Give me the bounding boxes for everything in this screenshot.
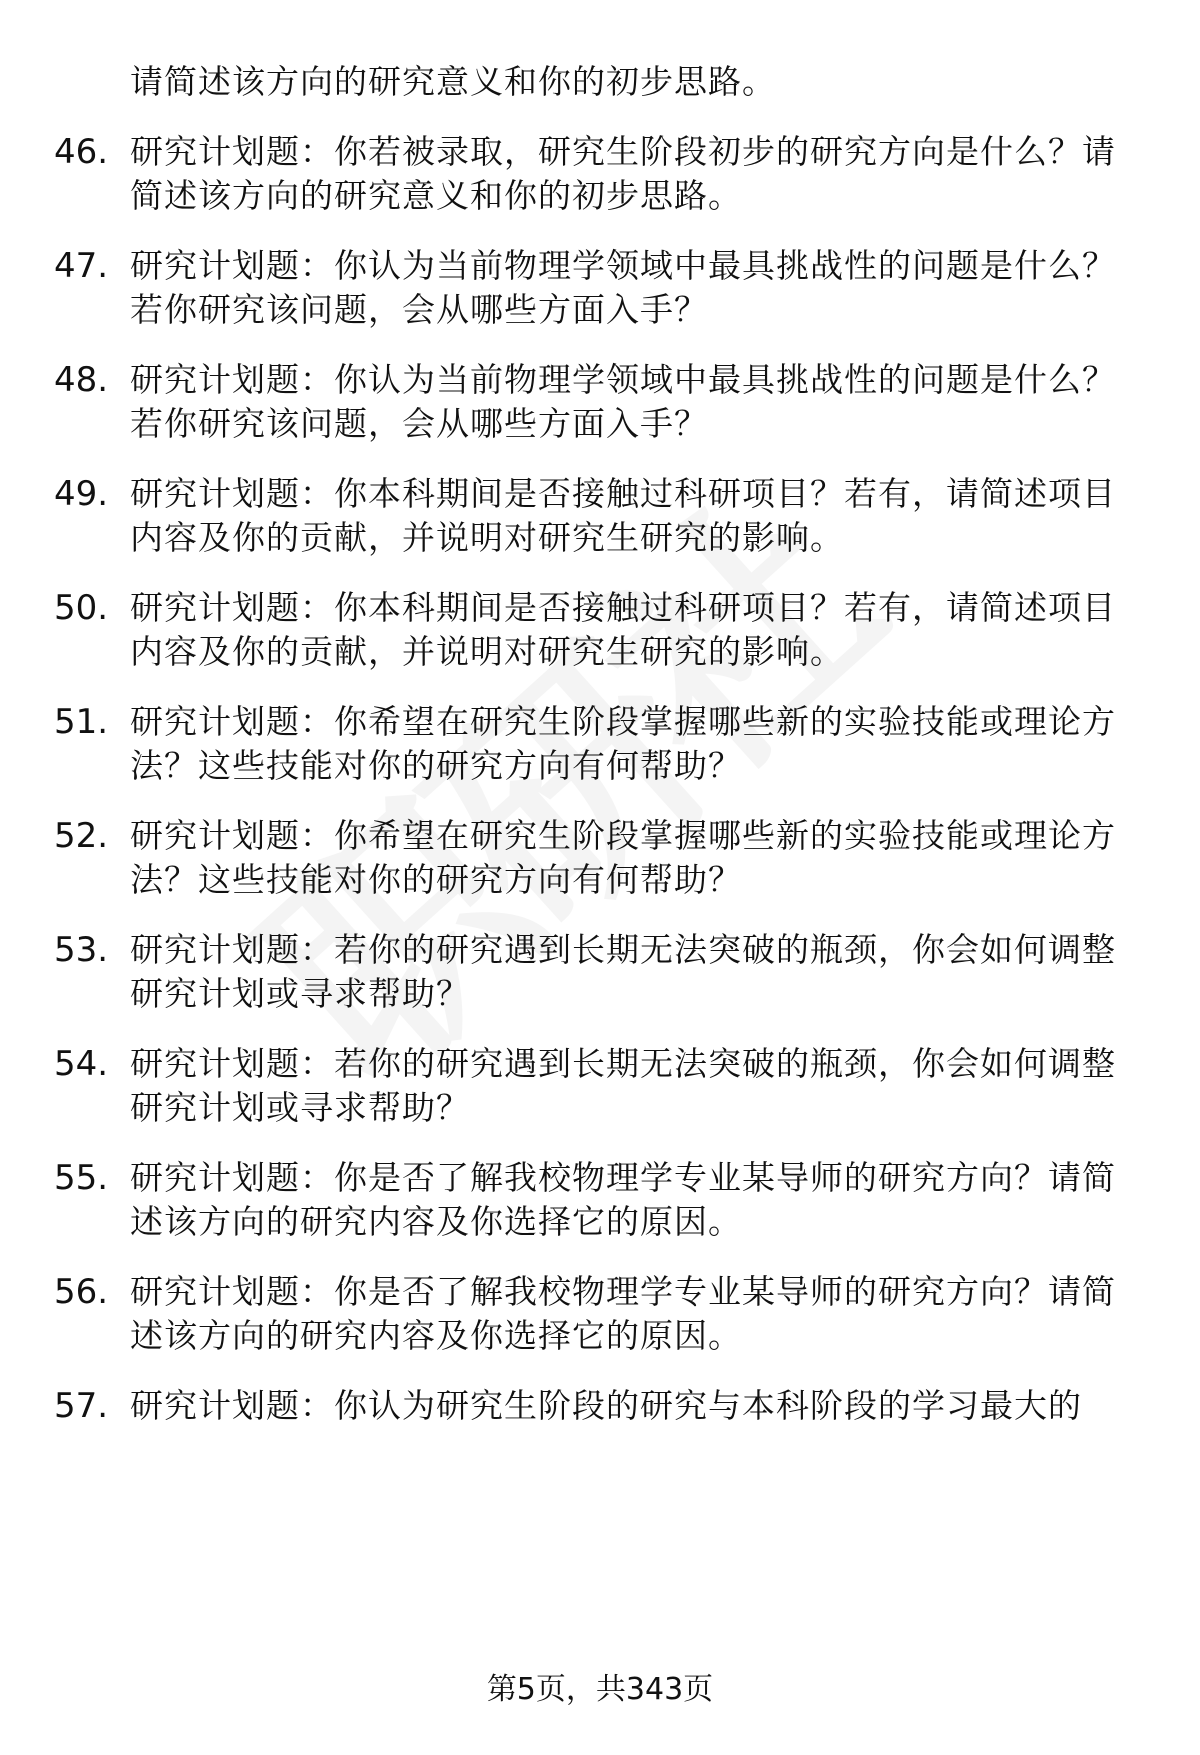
- item-text: 研究计划题：若你的研究遇到长期无法突破的瓶颈，你会如何调整研究计划或寻求帮助？: [130, 1044, 1116, 1127]
- item-text: 研究计划题：你认为当前物理学领域中最具挑战性的问题是什么？若你研究该问题，会从哪些方面入手？: [130, 246, 1116, 329]
- item-number: 46.: [54, 132, 109, 172]
- item-number: 48.: [54, 360, 109, 400]
- list-item: [0, 1042, 1200, 1130]
- list-item: [0, 1156, 1200, 1244]
- item-number: 50.: [54, 588, 109, 628]
- item-text: 研究计划题：你若被录取，研究生阶段初步的研究方向是什么？请简述该方向的研究意义和你的初步思路。: [130, 132, 1116, 215]
- item-text: 研究计划题：你本科期间是否接触过科研项目？若有，请简述项目内容及你的贡献，并说明对研究生研究的影响。: [130, 474, 1116, 557]
- item-number: 55.: [54, 1158, 109, 1198]
- item-number: 54.: [54, 1044, 109, 1084]
- continuation-text: 请简述该方向的研究意义和你的初步思路。: [130, 62, 776, 101]
- page-footer: 第5页，共343页: [486, 1672, 714, 1707]
- question-list: [0, 60, 1200, 1454]
- list-item: [0, 358, 1200, 446]
- list-item: [0, 814, 1200, 902]
- item-text: 研究计划题：你是否了解我校物理学专业某导师的研究方向？请简述该方向的研究内容及你选择它的原因。: [130, 1272, 1116, 1355]
- list-item: [0, 928, 1200, 1016]
- list-item: [0, 244, 1200, 332]
- item-text: 研究计划题：若你的研究遇到长期无法突破的瓶颈，你会如何调整研究计划或寻求帮助？: [130, 930, 1116, 1013]
- item-number: 47.: [54, 246, 109, 286]
- list-item: [0, 472, 1200, 560]
- item-number: 52.: [54, 816, 109, 856]
- item-text: 研究计划题：你认为研究生阶段的研究与本科阶段的学习最大的: [130, 1386, 1082, 1425]
- item-text: 研究计划题：你认为当前物理学领域中最具挑战性的问题是什么？若你研究该问题，会从哪些方面入手？: [130, 360, 1116, 443]
- item-text: 研究计划题：你本科期间是否接触过科研项目？若有，请简述项目内容及你的贡献，并说明对研究生研究的影响。: [130, 588, 1116, 671]
- item-number: 51.: [54, 702, 109, 742]
- item-number: 56.: [54, 1272, 109, 1312]
- list-item: [0, 1384, 1200, 1428]
- list-item: [0, 700, 1200, 788]
- list-item: [0, 130, 1200, 218]
- item-number: 53.: [54, 930, 109, 970]
- item-text: 研究计划题：你希望在研究生阶段掌握哪些新的实验技能或理论方法？这些技能对你的研究方向有何帮助？: [130, 816, 1116, 899]
- item-text: 研究计划题：你希望在研究生阶段掌握哪些新的实验技能或理论方法？这些技能对你的研究方向有何帮助？: [130, 702, 1116, 785]
- list-item: [0, 586, 1200, 674]
- continuation-line: [0, 60, 1200, 104]
- item-text: 研究计划题：你是否了解我校物理学专业某导师的研究方向？请简述该方向的研究内容及你选择它的原因。: [130, 1158, 1116, 1241]
- item-number: 57.: [54, 1386, 109, 1426]
- list-item: [0, 1270, 1200, 1358]
- item-number: 49.: [54, 474, 109, 514]
